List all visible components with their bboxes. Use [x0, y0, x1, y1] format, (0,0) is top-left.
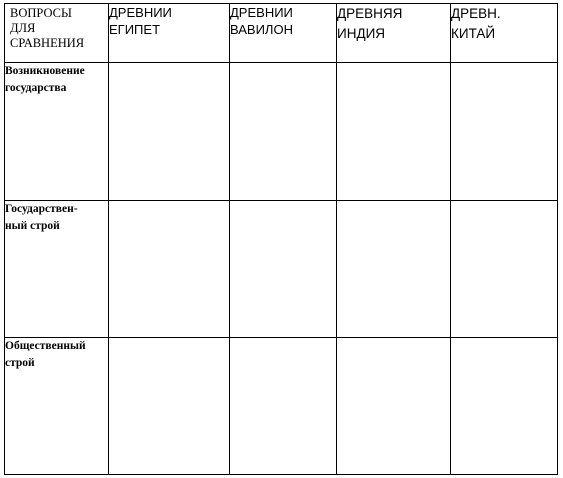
header-india-line: ДРЕВНЯЯ: [337, 6, 403, 21]
header-india-line: ИНДИЯ: [337, 26, 386, 41]
header-china-line: КИТАЙ: [451, 26, 496, 41]
header-ancient-china: [451, 4, 558, 63]
row-label-line: строй: [5, 357, 35, 369]
row-label-line: Общественный: [5, 340, 86, 352]
header-egypt-line: ЕГИПЕТ: [109, 22, 161, 37]
cell-babylon-state-system[interactable]: [230, 201, 337, 338]
header-ancient-india: [337, 4, 451, 63]
header-questions-line: СРАВНЕНИЯ: [10, 36, 85, 50]
cell-egypt-state-system[interactable]: [109, 201, 230, 338]
header-china-line: ДРЕВН.: [451, 6, 501, 21]
cell-india-state-system[interactable]: [337, 201, 451, 338]
table-row-state-system: [5, 201, 558, 338]
cell-india-social-system[interactable]: [337, 338, 451, 475]
row-label-social-system: [5, 338, 109, 475]
cell-egypt-social-system[interactable]: [109, 338, 230, 475]
cell-china-social-system[interactable]: [451, 338, 558, 475]
table-row-social-system: [5, 338, 558, 475]
row-label-line: Государствен-: [5, 203, 78, 215]
table-row-state-origin: [5, 63, 558, 201]
cell-china-state-origin[interactable]: [451, 63, 558, 201]
header-babylon-line: ДРЕВНИИ: [230, 5, 293, 20]
row-label-line: государства: [5, 82, 67, 94]
header-questions-line: ДЛЯ: [10, 21, 36, 35]
row-label-state-system: [5, 201, 109, 338]
cell-babylon-social-system[interactable]: [230, 338, 337, 475]
cell-egypt-state-origin[interactable]: [109, 63, 230, 201]
row-label-state-origin: [5, 63, 109, 201]
header-egypt-line: ДРЕВНИИ: [109, 5, 172, 20]
cell-babylon-state-origin[interactable]: [230, 63, 337, 201]
cell-india-state-origin[interactable]: [337, 63, 451, 201]
row-label-line: Возникновение: [5, 65, 85, 77]
header-ancient-egypt: [109, 4, 230, 63]
header-questions-for-comparison: [5, 4, 109, 63]
header-row: [5, 4, 558, 63]
header-questions-line: ВОПРОСЫ: [10, 6, 72, 20]
cell-china-state-system[interactable]: [451, 201, 558, 338]
comparison-table: [4, 3, 558, 475]
header-babylon-line: ВАВИЛОН: [230, 22, 293, 37]
row-label-line: ный строй: [5, 220, 60, 232]
header-ancient-babylon: [230, 4, 337, 63]
